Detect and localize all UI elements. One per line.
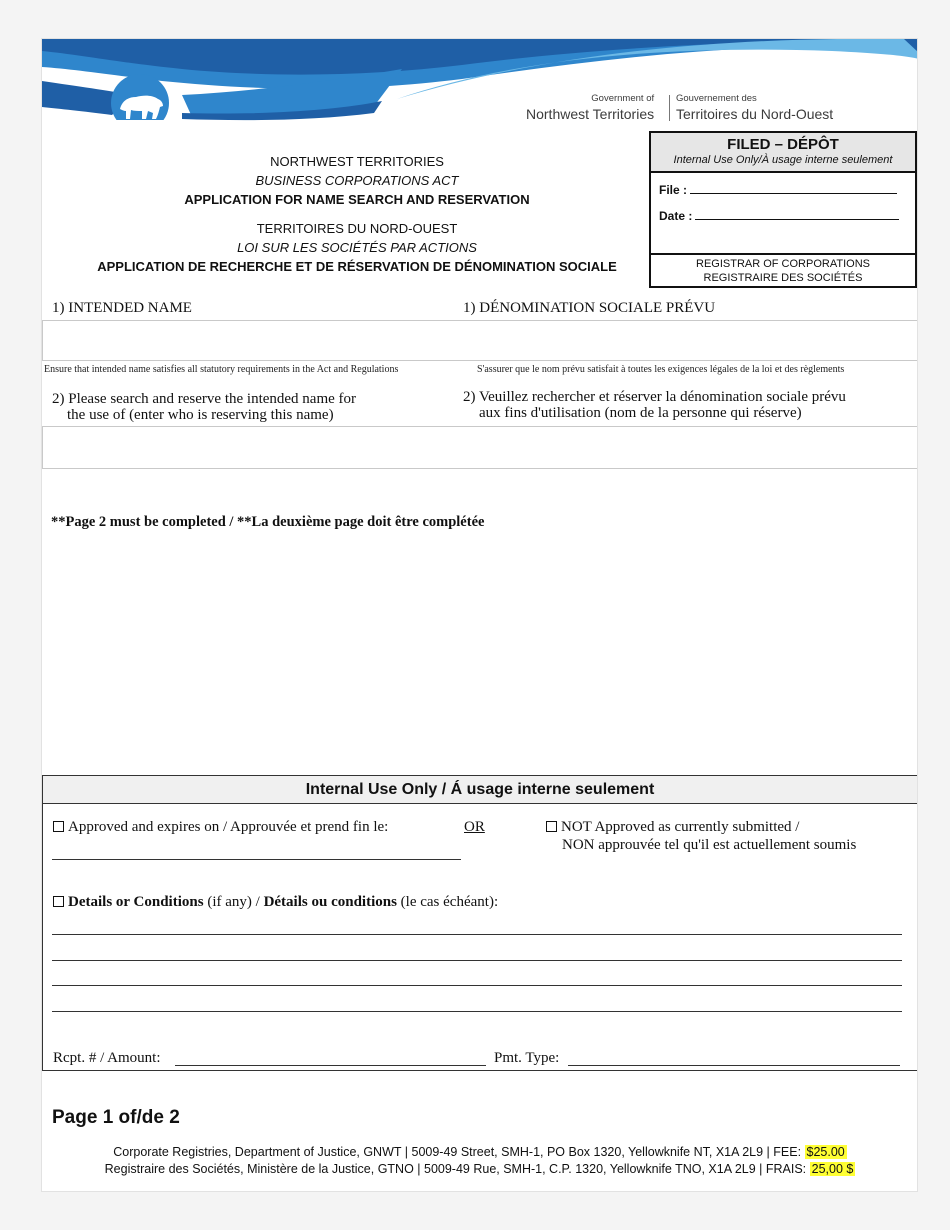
details-bold-fr: Détails ou conditions bbox=[263, 894, 397, 910]
fee-en: $25.00 bbox=[806, 1145, 845, 1159]
gov-divider bbox=[669, 95, 670, 121]
approved-option bbox=[53, 818, 388, 836]
form-page bbox=[41, 38, 918, 1192]
title-fr-act: LOI SUR LES SOCIÉTÉS PAR ACTIONS bbox=[237, 240, 477, 255]
filed-title: FILED – DÉPÔT bbox=[727, 136, 839, 153]
rcpt-line[interactable] bbox=[175, 1065, 486, 1066]
title-en-main: APPLICATION FOR NAME SEARCH AND RESERVATION bbox=[184, 192, 530, 207]
title-en-act: BUSINESS CORPORATIONS ACT bbox=[255, 173, 459, 188]
details-line-2[interactable] bbox=[52, 960, 902, 961]
details-line-3[interactable] bbox=[52, 985, 902, 986]
gov-fr-big: Territoires du Nord-Ouest bbox=[676, 105, 834, 122]
not-approved-option bbox=[546, 818, 799, 836]
date-label: Date : bbox=[659, 209, 693, 223]
registrar-block bbox=[651, 255, 915, 285]
gov-name-en bbox=[526, 94, 654, 121]
intended-name-note-en: Ensure that intended name satisfies all statutory requirements in the Act and Regulations bbox=[44, 364, 399, 375]
rcpt-label: Rcpt. # / Amount: bbox=[53, 1050, 161, 1066]
filed-subtitle: Internal Use Only/À usage interne seulement bbox=[673, 154, 893, 166]
filed-header bbox=[651, 133, 915, 173]
reserve-for-label-en-2: the use of (enter who is reserving this name) bbox=[67, 407, 334, 423]
date-line bbox=[659, 208, 899, 223]
intended-name-note-fr: S'assurer que le nom prévu satisfait à toutes les exigences légales de la loi et des règlements bbox=[477, 364, 845, 375]
intended-name-field[interactable] bbox=[42, 320, 918, 361]
gov-en-big: Northwest Territories bbox=[526, 105, 655, 122]
not-approved-label-2: NON approuvée tel qu'il est actuellement soumis bbox=[562, 837, 857, 853]
details-bold-en: Details or Conditions bbox=[68, 894, 204, 910]
page-number: Page 1 of/de 2 bbox=[52, 1107, 180, 1128]
expiry-date-line[interactable] bbox=[52, 859, 461, 860]
footer-text-en: Corporate Registries, Department of Justice, GNWT | 5009-49 Street, SMH-1, PO Box 1320, Yellowknife NT, X1A 2L9 | FEE: bbox=[113, 1145, 805, 1159]
form-titles bbox=[82, 152, 632, 276]
not-approved-label-1: NOT Approved as currently submitted / bbox=[561, 819, 800, 835]
filed-box bbox=[649, 131, 917, 288]
footer bbox=[42, 1144, 918, 1178]
polar-bear-logo bbox=[108, 73, 172, 129]
file-label: File : bbox=[659, 183, 688, 197]
pmt-line[interactable] bbox=[568, 1065, 900, 1066]
reserve-for-label-fr-1: 2) Veuillez rechercher et réserver la dénomination sociale prévu bbox=[463, 389, 846, 405]
title-en-region: NORTHWEST TERRITORIES bbox=[270, 154, 444, 169]
internal-use-box bbox=[42, 775, 918, 1071]
details-if-en: (if any) / bbox=[203, 894, 264, 910]
reserve-for-label-fr-2: aux fins d'utilisation (nom de la personne qui réserve) bbox=[479, 405, 802, 421]
file-blank bbox=[690, 182, 897, 194]
file-line bbox=[659, 182, 897, 197]
registrar-en: REGISTRAR OF CORPORATIONS bbox=[696, 258, 870, 270]
filed-fields bbox=[651, 173, 915, 255]
footer-line-en bbox=[42, 1144, 918, 1161]
fee-fr: 25,00 $ bbox=[811, 1162, 854, 1176]
not-approved-checkbox[interactable] bbox=[546, 821, 557, 832]
page2-notice: **Page 2 must be completed / **La deuxième page doit être complétée bbox=[51, 514, 485, 530]
footer-line-fr bbox=[42, 1161, 918, 1178]
gov-fr-small: Gouvernement des bbox=[676, 93, 757, 104]
details-if-fr: (le cas échéant): bbox=[396, 894, 499, 910]
details-option bbox=[53, 893, 498, 911]
approved-label: Approved and expires on / Approuvée et prend fin le: bbox=[68, 819, 389, 835]
details-line-1[interactable] bbox=[52, 934, 902, 935]
internal-use-heading: Internal Use Only / Á usage interne seulement bbox=[43, 776, 917, 804]
reserve-for-label-en-1: 2) Please search and reserve the intended name for bbox=[52, 391, 357, 407]
gov-name-fr bbox=[676, 94, 833, 121]
pmt-label: Pmt. Type: bbox=[494, 1050, 560, 1066]
gov-en-small: Government of bbox=[591, 93, 655, 104]
title-fr-region: TERRITOIRES DU NORD-OUEST bbox=[256, 221, 458, 236]
registrar-fr: REGISTRAIRE DES SOCIÉTÉS bbox=[703, 272, 863, 284]
details-checkbox[interactable] bbox=[53, 896, 64, 907]
approved-checkbox[interactable] bbox=[53, 821, 64, 832]
details-line-4[interactable] bbox=[52, 1011, 902, 1012]
title-fr-main: APPLICATION DE RECHERCHE ET DE RÉSERVATION DE DÉNOMINATION SOCIALE bbox=[97, 259, 617, 274]
date-blank bbox=[695, 208, 899, 220]
footer-text-fr: Registraire des Sociétés, Ministère de la Justice, GTNO | 5009-49 Rue, SMH-1, C.P. 1320, Yellowknife TNO, X1A 2L9 | FRAIS: bbox=[104, 1162, 810, 1176]
intended-name-label-en: 1) INTENDED NAME bbox=[52, 300, 192, 316]
intended-name-label-fr: 1) DÉNOMINATION SOCIALE PRÉVU bbox=[463, 300, 716, 316]
or-label: OR bbox=[464, 819, 485, 835]
reserve-for-field[interactable] bbox=[42, 426, 918, 469]
